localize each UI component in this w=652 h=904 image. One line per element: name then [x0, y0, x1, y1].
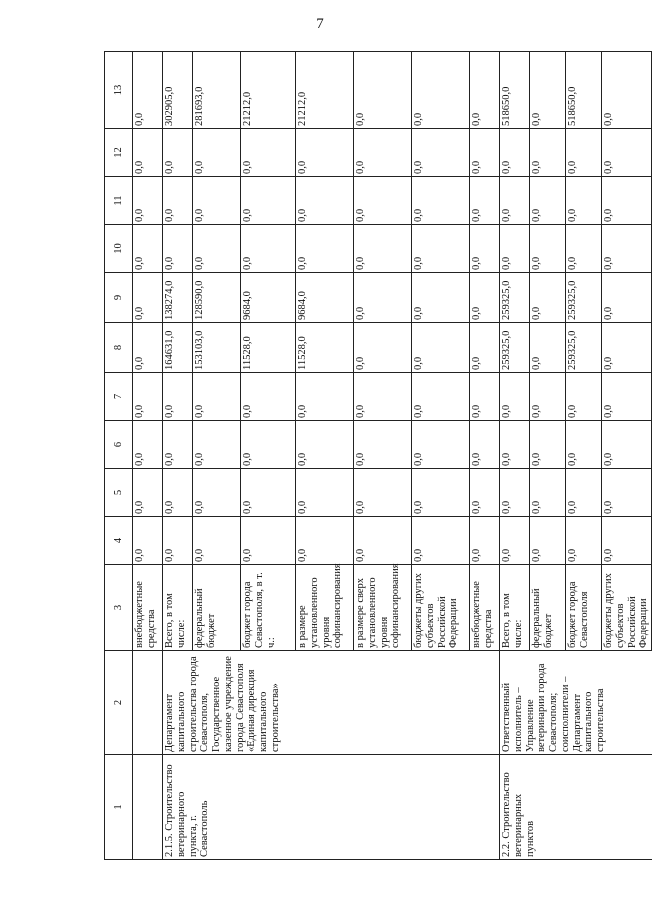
column-header: 4: [105, 517, 133, 565]
value-cell: 0,0: [354, 129, 412, 177]
source-cell: бюджет города Севастополя, в т. ч.:: [241, 565, 296, 651]
value-cell: 0,0: [193, 177, 241, 225]
value-cell: 0,0: [412, 421, 470, 469]
value-cell: 0,0: [500, 421, 530, 469]
value-cell: 0,0: [163, 517, 193, 565]
value-cell: 0,0: [354, 52, 412, 129]
value-cell: 0,0: [163, 177, 193, 225]
value-cell: 0,0: [602, 225, 652, 273]
value-cell: 21212,0: [241, 52, 296, 129]
value-cell: 0,0: [133, 129, 163, 177]
value-cell: 0,0: [566, 421, 602, 469]
value-cell: 0,0: [500, 129, 530, 177]
value-cell: 0,0: [296, 129, 354, 177]
executor-cell: [133, 651, 163, 755]
value-cell: 0,0: [602, 129, 652, 177]
value-cell: 138274,0: [163, 273, 193, 323]
value-cell: 21212,0: [296, 52, 354, 129]
value-cell: 9684,0: [296, 273, 354, 323]
value-cell: 259325,0: [566, 273, 602, 323]
column-header: 12: [105, 129, 133, 177]
column-header: 5: [105, 469, 133, 517]
table-body: [133, 52, 652, 860]
value-cell: 0,0: [566, 469, 602, 517]
value-cell: 0,0: [163, 469, 193, 517]
value-cell: 0,0: [530, 52, 566, 129]
value-cell: 0,0: [354, 273, 412, 323]
value-cell: 11528,0: [241, 323, 296, 373]
value-cell: 0,0: [500, 177, 530, 225]
landscape-table-container: [104, 52, 650, 860]
value-cell: 0,0: [500, 225, 530, 273]
column-header: 3: [105, 565, 133, 651]
value-cell: 0,0: [566, 517, 602, 565]
column-header: 6: [105, 421, 133, 469]
value-cell: 0,0: [412, 323, 470, 373]
value-cell: 0,0: [412, 177, 470, 225]
value-cell: 0,0: [602, 52, 652, 129]
executor-cell: Ответственный исполнитель – Управление ветеринарии города Севастополя; соисполнители – Департамент капитального строительства: [500, 651, 652, 755]
budget-table: [104, 51, 652, 860]
value-cell: 0,0: [530, 273, 566, 323]
value-cell: 128590,0: [193, 273, 241, 323]
column-header: 1: [105, 755, 133, 860]
source-cell: внебюджетные средства: [470, 565, 500, 651]
value-cell: 0,0: [530, 225, 566, 273]
source-cell: в размере сверх установленного уровня софинансирования: [354, 565, 412, 651]
value-cell: 0,0: [602, 517, 652, 565]
value-cell: 153103,0: [193, 323, 241, 373]
value-cell: 259325,0: [500, 323, 530, 373]
value-cell: 11528,0: [296, 323, 354, 373]
value-cell: 0,0: [530, 177, 566, 225]
column-header: 10: [105, 225, 133, 273]
value-cell: 0,0: [354, 323, 412, 373]
value-cell: 0,0: [470, 177, 500, 225]
value-cell: 0,0: [133, 469, 163, 517]
source-cell: внебюджетные средства: [133, 565, 163, 651]
measure-cell: 2.2. Строительство ветеринарных пунктов: [500, 755, 652, 860]
value-cell: 0,0: [354, 421, 412, 469]
page-number: 7: [316, 16, 324, 32]
value-cell: 0,0: [566, 129, 602, 177]
value-cell: 0,0: [602, 273, 652, 323]
value-cell: 0,0: [530, 421, 566, 469]
value-cell: 0,0: [241, 517, 296, 565]
value-cell: 0,0: [241, 421, 296, 469]
value-cell: 0,0: [163, 373, 193, 421]
value-cell: 0,0: [133, 517, 163, 565]
value-cell: 0,0: [530, 469, 566, 517]
value-cell: 0,0: [602, 469, 652, 517]
value-cell: 0,0: [133, 52, 163, 129]
value-cell: 0,0: [193, 129, 241, 177]
source-cell: бюджеты других субъектов Российской Федерации: [602, 565, 652, 651]
value-cell: 0,0: [470, 421, 500, 469]
value-cell: 0,0: [530, 517, 566, 565]
table-header-row: [105, 52, 133, 860]
column-header: 7: [105, 373, 133, 421]
value-cell: 0,0: [163, 225, 193, 273]
value-cell: 0,0: [530, 129, 566, 177]
value-cell: 0,0: [241, 469, 296, 517]
value-cell: 0,0: [470, 517, 500, 565]
value-cell: 0,0: [470, 273, 500, 323]
table-row: [163, 52, 193, 860]
column-header: 9: [105, 273, 133, 323]
value-cell: 518650,0: [500, 52, 530, 129]
value-cell: 164631,0: [163, 323, 193, 373]
value-cell: 302905,0: [163, 52, 193, 129]
value-cell: 0,0: [241, 129, 296, 177]
source-cell: федеральный бюджет: [530, 565, 566, 651]
value-cell: 0,0: [354, 517, 412, 565]
value-cell: 259325,0: [500, 273, 530, 323]
value-cell: 0,0: [241, 373, 296, 421]
value-cell: 0,0: [602, 373, 652, 421]
value-cell: 0,0: [296, 469, 354, 517]
value-cell: 9684,0: [241, 273, 296, 323]
value-cell: 0,0: [470, 52, 500, 129]
value-cell: 0,0: [193, 225, 241, 273]
source-cell: в размере установленного уровня софинансирования: [296, 565, 354, 651]
value-cell: 0,0: [412, 129, 470, 177]
column-header: 11: [105, 177, 133, 225]
value-cell: 518650,0: [566, 52, 602, 129]
value-cell: 0,0: [530, 323, 566, 373]
value-cell: 0,0: [566, 373, 602, 421]
value-cell: 0,0: [133, 273, 163, 323]
value-cell: 0,0: [470, 373, 500, 421]
value-cell: 0,0: [193, 517, 241, 565]
measure-cell: 2.1.5. Строительство ветеринарного пункта, г. Севастополь: [163, 755, 500, 860]
value-cell: 0,0: [133, 373, 163, 421]
value-cell: 0,0: [133, 177, 163, 225]
value-cell: 0,0: [412, 517, 470, 565]
value-cell: 0,0: [412, 373, 470, 421]
value-cell: 0,0: [602, 421, 652, 469]
value-cell: 0,0: [412, 469, 470, 517]
measure-cell: [133, 755, 163, 860]
value-cell: 0,0: [470, 129, 500, 177]
value-cell: 0,0: [602, 177, 652, 225]
source-cell: Всего, в том числе:: [163, 565, 193, 651]
table-row: [500, 52, 530, 860]
value-cell: 259325,0: [566, 323, 602, 373]
source-cell: Всего, в том числе:: [500, 565, 530, 651]
value-cell: 0,0: [296, 421, 354, 469]
value-cell: 0,0: [500, 517, 530, 565]
value-cell: 0,0: [500, 469, 530, 517]
table-row: [133, 52, 163, 860]
value-cell: 0,0: [412, 225, 470, 273]
source-cell: федеральный бюджет: [193, 565, 241, 651]
value-cell: 0,0: [296, 177, 354, 225]
value-cell: 0,0: [133, 225, 163, 273]
value-cell: 0,0: [566, 177, 602, 225]
value-cell: 281693,0: [193, 52, 241, 129]
value-cell: 0,0: [133, 323, 163, 373]
value-cell: 0,0: [602, 323, 652, 373]
value-cell: 0,0: [296, 225, 354, 273]
value-cell: 0,0: [193, 469, 241, 517]
value-cell: 0,0: [296, 517, 354, 565]
value-cell: 0,0: [241, 177, 296, 225]
value-cell: 0,0: [193, 373, 241, 421]
value-cell: 0,0: [241, 225, 296, 273]
value-cell: 0,0: [470, 323, 500, 373]
value-cell: 0,0: [500, 373, 530, 421]
source-cell: бюджеты других субъектов Российской Федерации: [412, 565, 470, 651]
value-cell: 0,0: [163, 129, 193, 177]
source-cell: бюджет города Севастополя: [566, 565, 602, 651]
value-cell: 0,0: [412, 273, 470, 323]
value-cell: 0,0: [354, 177, 412, 225]
column-header: 8: [105, 323, 133, 373]
value-cell: 0,0: [133, 421, 163, 469]
value-cell: 0,0: [412, 52, 470, 129]
rotated-table-area: [104, 52, 650, 860]
value-cell: 0,0: [354, 469, 412, 517]
column-header: 13: [105, 52, 133, 129]
value-cell: 0,0: [354, 225, 412, 273]
column-header: 2: [105, 651, 133, 755]
value-cell: 0,0: [193, 421, 241, 469]
value-cell: 0,0: [470, 469, 500, 517]
value-cell: 0,0: [163, 421, 193, 469]
value-cell: 0,0: [566, 225, 602, 273]
value-cell: 0,0: [354, 373, 412, 421]
value-cell: 0,0: [530, 373, 566, 421]
value-cell: 0,0: [296, 373, 354, 421]
executor-cell: Департамент капитального строительства города Севастополя, Государственное казенное учреждение города Севастополя «Единая дирекция капитального строительства»: [163, 651, 500, 755]
value-cell: 0,0: [470, 225, 500, 273]
